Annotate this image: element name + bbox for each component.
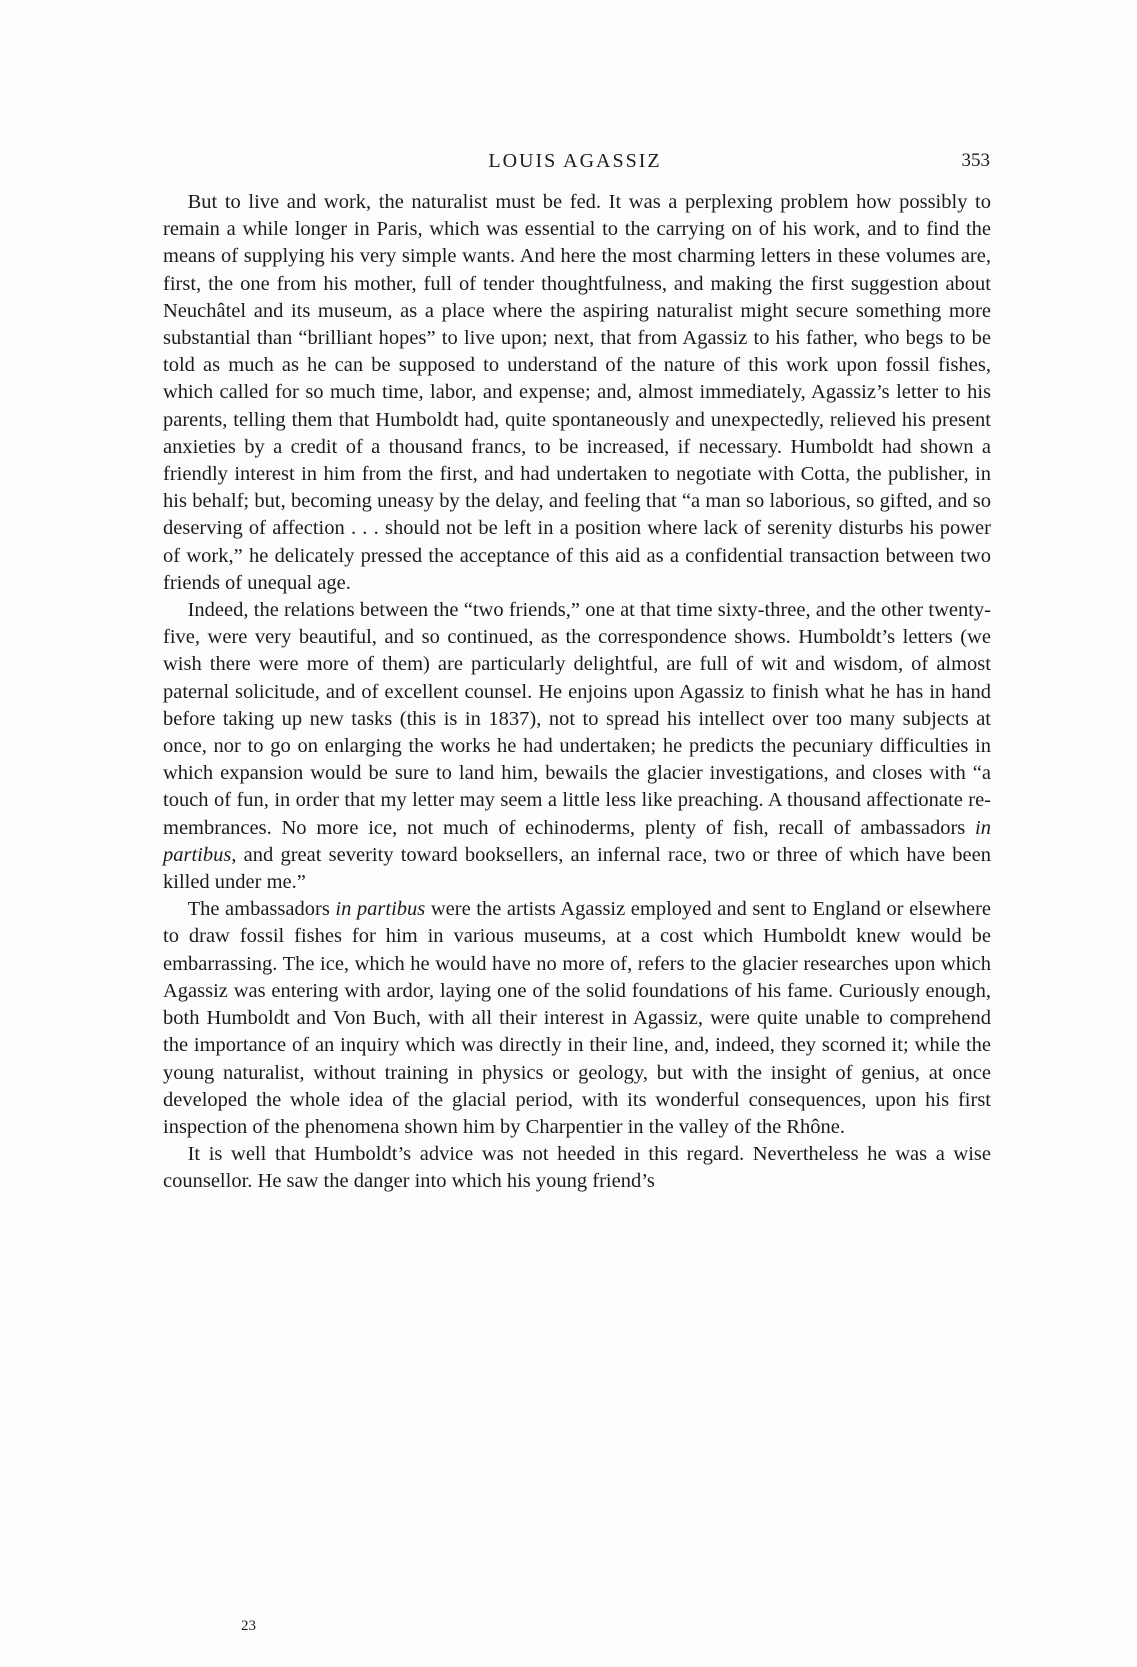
signature-mark: 23 [241,1618,256,1634]
body-text [163,189,991,1196]
running-title: LOUIS AGASSIZ [488,150,662,172]
paragraph-3 [163,896,991,1141]
paragraph-2 [163,597,991,896]
paragraph-4: It is well that Humboldt’s advice was not heeded in this regard. Nevertheless he was a wise counsellor. He saw the danger into which his young friend’s [163,1143,991,1193]
paragraph-2-text-b: , and great severity toward booksellers, an infernal race, two or three of which have been killed under me.” [163,843,991,894]
paragraph-3-text-a: The ambassadors [187,898,330,921]
paragraph-3-italic: in partibus [335,898,426,921]
paragraph-2-italic: in partibus [163,816,991,866]
running-head [160,146,990,176]
paragraph-3-text-b: were the artists Agassiz employed and sent to England or elsewhere to draw fossil fishes for him in various museums, at a cost which Humboldt knew would be embarrassing. The ice, which he would have no more of, refers to the glacier researches upon which Agassiz was entering with ardor, laying one of the solid foundations of his fame. Curiously enough, both Humboldt and Von Buch, with all their interest in Agassiz, were quite unable to comprehend the importance of an inquiry which was directly in their line, and, indeed, they scorned it; while the young naturalist, without training in physics or geology, but with the insight of genius, at once developed the whole idea of the glacial period, with its wonderful consequences, upon his first inspection of the phenomena shown him by Charpentier in the valley of the Rhône. [163,898,992,1138]
paragraph-2-text-a: Indeed, the relations between the “two friends,” one at that time sixty-three, and the other twenty-five, were very beautiful, and so continued, as the correspondence shows. Humboldt’s letters (we wish there were more of them) are particularly delightful, are full of wit and wisdom, of almost paternal solicitude, and of excellent counsel. He enjoins upon Agassiz to finish what he has in hand before taking up new tasks (this is in 1837), not to spread his intellect over too many subjects at once, nor to go on enlarging the works he had undertaken; he predicts the pecuniary difficulties in which expansion would be sure to land him, bewails the glacier investigations, and closes with “a touch of fun, in order that my letter may seem a little less like preaching. A thousand affectionate remembrances. No more ice, not much of echinoderms, plenty of fish, recall of ambassadors [163,599,991,839]
page-number: 353 [961,150,990,171]
paragraph-1: But to live and work, the naturalist must be fed. It was a perplexing problem how possibly to remain a while longer in Paris, which was essential to the carrying on of his work, and to find the means of supplying his very simple wants. And here the most charming letters in these volumes are, first, the one from his mother, full of tender thoughtfulness, and making the first suggestion about Neuchâtel and its museum, as a place where the aspiring naturalist might secure something more substantial than “brilliant hopes” to live upon; next, that from Agassiz to his father, who begs to be told as much as he can be supposed to understand of the nature of this work upon fossil fishes, which called for so much time, labor, and expense; and, almost immediately, Agassiz’s letter to his parents, telling them that Humboldt had, quite spontaneously and unexpectedly, relieved his present anxieties by a credit of a thousand francs, to be increased, if necessary. Humboldt had shown a friendly interest in him from the first, and had undertaken to negotiate with Cotta, the publisher, in his behalf; but, becoming uneasy by the delay, and feeling that “a man so laborious, so gifted, and so deserving of affection . . . should not be left in a position where lack of serenity disturbs his power of work,” he delicately pressed the acceptance of this aid as a confidential transaction between two friends of unequal age. [163,191,991,594]
